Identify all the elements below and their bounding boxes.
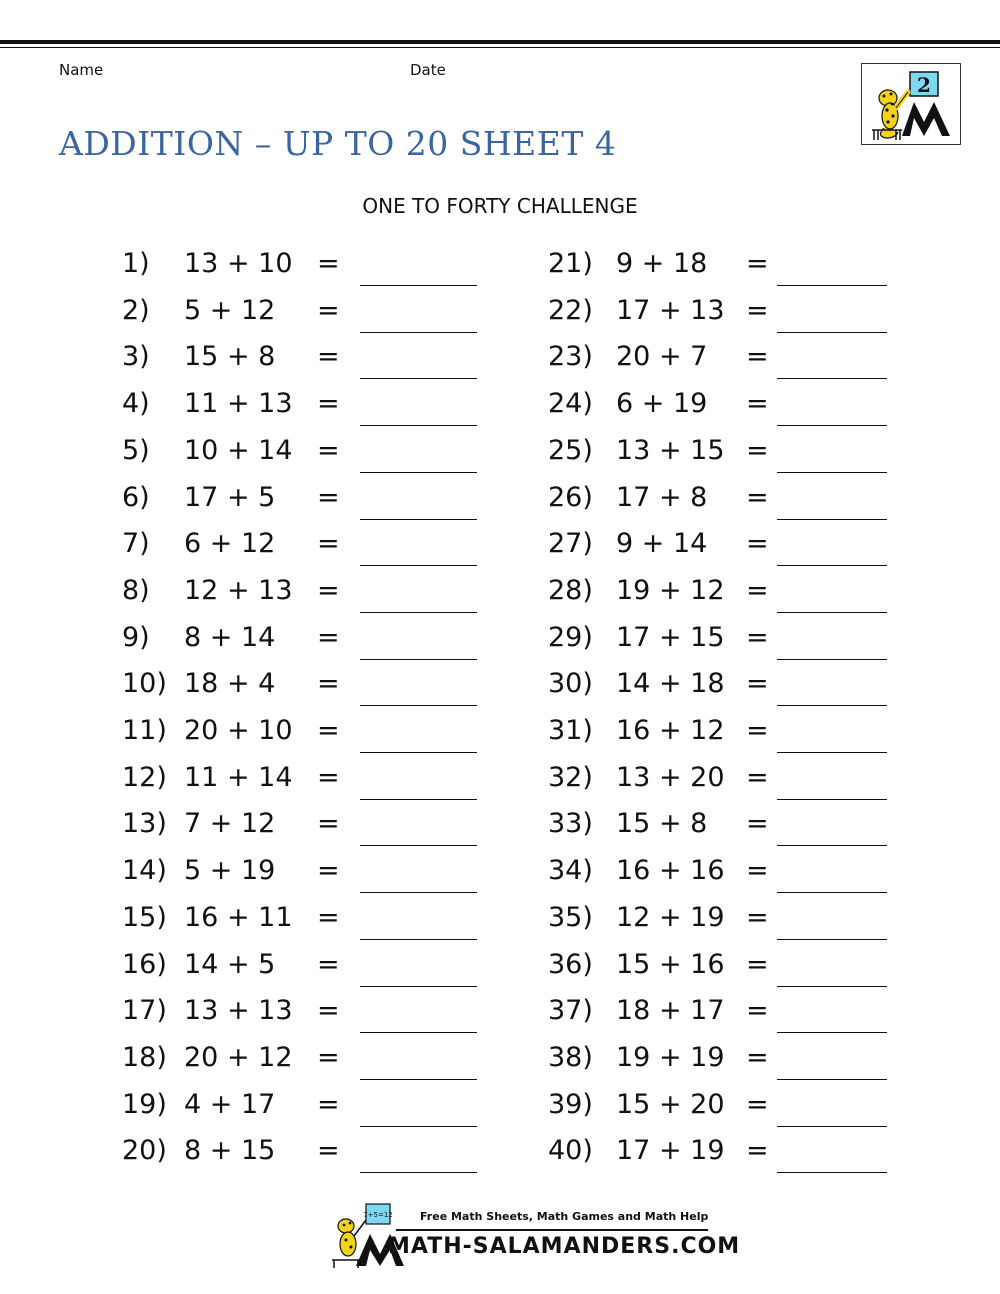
problem-expression: 17 + 13 (616, 294, 725, 326)
problem-expression: 20 + 10 (184, 715, 293, 746)
problem-number: 24) (548, 388, 593, 420)
problem-item (122, 949, 477, 995)
problem-item (548, 622, 887, 668)
answer-blank[interactable] (777, 939, 887, 940)
problem-number: 18) (122, 1041, 167, 1073)
answer-blank[interactable] (777, 1172, 887, 1173)
answer-blank[interactable] (360, 1126, 477, 1127)
problem-number: 10) (122, 668, 167, 700)
answer-blank[interactable] (360, 519, 477, 520)
problem-expression: 11 + 14 (184, 761, 293, 793)
problem-item (548, 528, 887, 574)
answer-blank[interactable] (777, 565, 887, 566)
equals-sign: = (317, 481, 340, 513)
answer-blank[interactable] (777, 1032, 887, 1033)
problem-item (548, 388, 887, 434)
logo-badge-text: 2 (917, 73, 931, 97)
answer-blank[interactable] (360, 799, 477, 800)
problem-expression: 19 + 19 (616, 1041, 725, 1073)
problem-item (122, 295, 477, 341)
problem-item (122, 1135, 477, 1181)
answer-blank[interactable] (360, 565, 477, 566)
problem-number: 37) (548, 995, 593, 1027)
answer-blank[interactable] (360, 845, 477, 846)
problem-expression: 8 + 15 (184, 1135, 276, 1167)
name-label: Name (59, 61, 104, 79)
problem-number: 13) (122, 808, 167, 840)
worksheet-subtitle: ONE TO FORTY CHALLENGE (362, 194, 638, 218)
problem-number: 33) (548, 808, 593, 840)
equals-sign: = (746, 574, 769, 606)
equals-sign: = (317, 574, 340, 606)
equals-sign: = (746, 528, 769, 560)
equals-sign: = (746, 248, 769, 279)
problem-expression: 20 + 12 (184, 1041, 293, 1073)
problem-number: 20) (122, 1135, 167, 1167)
answer-blank[interactable] (360, 285, 477, 286)
equals-sign: = (746, 1088, 769, 1120)
equals-sign: = (317, 294, 340, 326)
equals-sign: = (317, 248, 340, 279)
problem-item (122, 388, 477, 434)
problem-number: 30) (548, 668, 593, 700)
answer-blank[interactable] (777, 799, 887, 800)
problem-number: 3) (122, 341, 150, 373)
problem-number: 9) (122, 621, 150, 653)
problem-number: 14) (122, 855, 167, 887)
problem-item (122, 668, 477, 714)
problem-number: 7) (122, 528, 150, 560)
problem-expression: 20 + 7 (616, 341, 708, 373)
answer-blank[interactable] (777, 425, 887, 426)
equals-sign: = (317, 341, 340, 373)
answer-blank[interactable] (777, 472, 887, 473)
answer-blank[interactable] (360, 472, 477, 473)
equals-sign: = (746, 341, 769, 373)
problem-item (122, 902, 477, 948)
answer-blank[interactable] (777, 285, 887, 286)
equals-sign: = (746, 294, 769, 326)
salamander-icon (862, 64, 960, 144)
problem-expression: 14 + 5 (184, 948, 276, 980)
equals-sign: = (317, 528, 340, 560)
answer-blank[interactable] (360, 752, 477, 753)
equals-sign: = (317, 1088, 340, 1120)
problem-expression: 17 + 5 (184, 481, 276, 513)
equals-sign: = (317, 901, 340, 933)
problem-expression: 4 + 17 (184, 1088, 276, 1120)
problem-item (548, 435, 887, 481)
equals-sign: = (746, 901, 769, 933)
equals-sign: = (317, 621, 340, 653)
problem-number: 25) (548, 434, 593, 466)
problem-number: 19) (122, 1088, 167, 1120)
equals-sign: = (746, 668, 769, 700)
problem-expression: 17 + 15 (616, 621, 725, 653)
problem-number: 17) (122, 995, 167, 1027)
problem-expression: 9 + 14 (616, 528, 708, 560)
problem-number: 22) (548, 294, 593, 326)
answer-blank[interactable] (777, 752, 887, 753)
answer-blank[interactable] (360, 612, 477, 613)
answer-blank[interactable] (777, 519, 887, 520)
problem-item (548, 668, 887, 714)
equals-sign: = (746, 388, 769, 420)
problem-item (548, 762, 887, 808)
problem-expression: 16 + 16 (616, 855, 725, 887)
problem-number: 21) (548, 248, 593, 279)
problem-number: 29) (548, 621, 593, 653)
problem-expression: 6 + 12 (184, 528, 276, 560)
footer-tagline: Free Math Sheets, Math Games and Math Help (420, 1210, 709, 1223)
answer-blank[interactable] (777, 659, 887, 660)
problem-item (548, 575, 887, 621)
worksheet-title: ADDITION – UP TO 20 SHEET 4 (59, 124, 617, 163)
problem-item (122, 808, 477, 854)
problem-expression: 13 + 13 (184, 995, 293, 1027)
problem-item (122, 1042, 477, 1088)
problem-number: 1) (122, 248, 150, 279)
problem-item (548, 295, 887, 341)
answer-blank[interactable] (777, 705, 887, 706)
problem-item (122, 248, 477, 294)
problem-item (122, 1089, 477, 1135)
footer-site-name: MATH-SALAMANDERS.COM (388, 1234, 741, 1259)
answer-blank[interactable] (360, 1032, 477, 1033)
problem-number: 36) (548, 948, 593, 980)
answer-blank[interactable] (360, 892, 477, 893)
problem-number: 12) (122, 761, 167, 793)
problem-expression: 18 + 4 (184, 668, 276, 700)
problem-item (548, 995, 887, 1041)
answer-blank[interactable] (777, 1079, 887, 1080)
answer-blank[interactable] (360, 378, 477, 379)
problem-number: 34) (548, 855, 593, 887)
answer-blank[interactable] (360, 705, 477, 706)
answer-blank[interactable] (360, 939, 477, 940)
problem-item (122, 762, 477, 808)
problem-expression: 7 + 12 (184, 808, 276, 840)
footer-badge-text: 7+5=12 (363, 1211, 393, 1219)
problem-number: 26) (548, 481, 593, 513)
problem-number: 15) (122, 901, 167, 933)
problem-item (548, 341, 887, 387)
problem-item (122, 341, 477, 387)
equals-sign: = (746, 995, 769, 1027)
problem-expression: 17 + 8 (616, 481, 708, 513)
problem-expression: 15 + 20 (616, 1088, 725, 1120)
problem-number: 38) (548, 1041, 593, 1073)
equals-sign: = (317, 668, 340, 700)
problem-number: 23) (548, 341, 593, 373)
problem-expression: 18 + 17 (616, 995, 725, 1027)
answer-blank[interactable] (777, 332, 887, 333)
answer-blank[interactable] (777, 845, 887, 846)
problem-expression: 15 + 8 (184, 341, 276, 373)
problem-expression: 15 + 8 (616, 808, 708, 840)
answer-blank[interactable] (360, 332, 477, 333)
problem-item (122, 995, 477, 1041)
problem-item (122, 575, 477, 621)
salamander-logo (861, 63, 961, 145)
problem-item (548, 902, 887, 948)
answer-blank[interactable] (360, 659, 477, 660)
problem-expression: 11 + 13 (184, 388, 293, 420)
problem-item (548, 808, 887, 854)
footer-rule (396, 1229, 708, 1231)
problem-expression: 13 + 10 (184, 248, 293, 279)
problem-expression: 10 + 14 (184, 434, 293, 466)
equals-sign: = (317, 855, 340, 887)
problem-item (548, 1089, 887, 1135)
problem-number: 5) (122, 434, 150, 466)
equals-sign: = (746, 1135, 769, 1167)
problem-number: 4) (122, 388, 150, 420)
answer-blank[interactable] (777, 612, 887, 613)
equals-sign: = (317, 715, 340, 746)
problem-number: 6) (122, 481, 150, 513)
equals-sign: = (317, 1135, 340, 1167)
problem-expression: 13 + 15 (616, 434, 725, 466)
problem-number: 39) (548, 1088, 593, 1120)
answer-blank[interactable] (777, 986, 887, 987)
problem-item (122, 435, 477, 481)
problem-expression: 13 + 20 (616, 761, 725, 793)
equals-sign: = (317, 388, 340, 420)
date-label: Date (410, 61, 446, 79)
problem-expression: 5 + 12 (184, 294, 276, 326)
problem-expression: 16 + 12 (616, 715, 725, 746)
top-rule-thin (0, 47, 1000, 48)
equals-sign: = (746, 434, 769, 466)
answer-blank[interactable] (360, 1079, 477, 1080)
equals-sign: = (746, 855, 769, 887)
problem-item (548, 715, 887, 761)
answer-blank[interactable] (777, 892, 887, 893)
problem-number: 40) (548, 1135, 593, 1167)
equals-sign: = (746, 621, 769, 653)
problem-expression: 9 + 18 (616, 248, 708, 279)
footer-logo (326, 1200, 741, 1270)
problem-expression: 8 + 14 (184, 621, 276, 653)
equals-sign: = (746, 808, 769, 840)
answer-blank[interactable] (777, 378, 887, 379)
equals-sign: = (317, 434, 340, 466)
equals-sign: = (317, 761, 340, 793)
problem-number: 27) (548, 528, 593, 560)
answer-blank[interactable] (360, 425, 477, 426)
problem-item (122, 715, 477, 761)
problem-number: 31) (548, 715, 593, 746)
problem-item (548, 855, 887, 901)
problem-expression: 14 + 18 (616, 668, 725, 700)
problem-expression: 15 + 16 (616, 948, 725, 980)
equals-sign: = (317, 948, 340, 980)
problem-number: 32) (548, 761, 593, 793)
answer-blank[interactable] (360, 1172, 477, 1173)
problem-number: 2) (122, 294, 150, 326)
problem-item (122, 482, 477, 528)
problem-expression: 19 + 12 (616, 574, 725, 606)
problem-expression: 12 + 19 (616, 901, 725, 933)
problem-item (122, 528, 477, 574)
problem-expression: 17 + 19 (616, 1135, 725, 1167)
problem-number: 28) (548, 574, 593, 606)
problem-number: 16) (122, 948, 167, 980)
equals-sign: = (317, 995, 340, 1027)
problem-item (548, 1042, 887, 1088)
problem-item (122, 622, 477, 668)
answer-blank[interactable] (360, 986, 477, 987)
equals-sign: = (746, 948, 769, 980)
problem-number: 11) (122, 715, 167, 746)
problem-item (122, 855, 477, 901)
equals-sign: = (746, 1041, 769, 1073)
problem-item (548, 248, 887, 294)
equals-sign: = (746, 761, 769, 793)
problem-expression: 16 + 11 (184, 901, 293, 933)
problem-expression: 5 + 19 (184, 855, 276, 887)
equals-sign: = (746, 481, 769, 513)
answer-blank[interactable] (777, 1126, 887, 1127)
equals-sign: = (746, 715, 769, 746)
problem-number: 35) (548, 901, 593, 933)
equals-sign: = (317, 808, 340, 840)
problem-item (548, 1135, 887, 1181)
top-rule (0, 40, 1000, 44)
problem-item (548, 949, 887, 995)
problem-item (548, 482, 887, 528)
equals-sign: = (317, 1041, 340, 1073)
problem-expression: 6 + 19 (616, 388, 708, 420)
problem-number: 8) (122, 574, 150, 606)
problem-expression: 12 + 13 (184, 574, 293, 606)
